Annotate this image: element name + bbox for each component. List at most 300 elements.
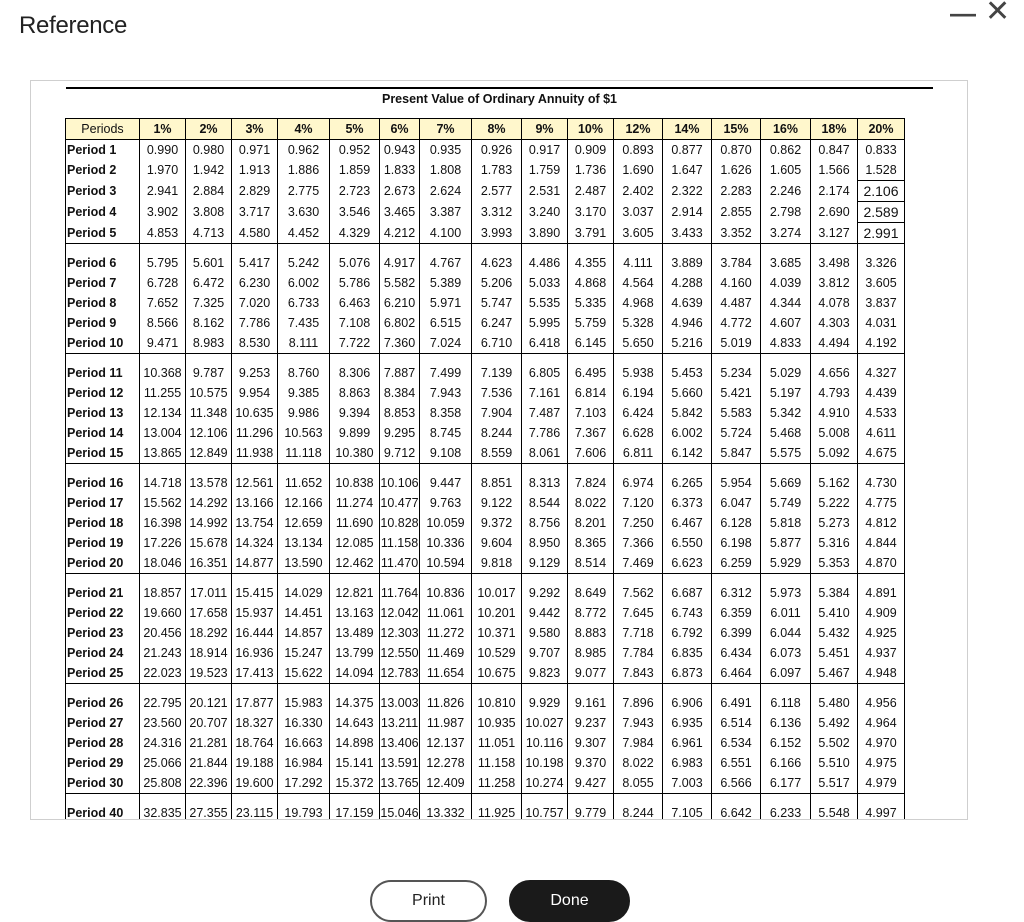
table-cell: 9.161 [568, 693, 614, 713]
table-cell: 5.162 [811, 473, 858, 493]
table-cell: 4.611 [858, 423, 905, 443]
table-cell: 19.600 [232, 773, 278, 794]
table-cell: 1.833 [380, 160, 420, 181]
period-label: Period 3 [66, 181, 140, 202]
table-cell: 4.100 [420, 223, 472, 244]
header-rate: 2% [186, 119, 232, 140]
table-cell: 6.247 [472, 313, 522, 333]
header-rate: 8% [472, 119, 522, 140]
period-label: Period 20 [66, 553, 140, 574]
table-cell: 4.775 [858, 493, 905, 513]
table-cell: 13.591 [380, 753, 420, 773]
table-row [66, 443, 905, 464]
table-cell: 4.925 [858, 623, 905, 643]
table-cell: 6.835 [663, 643, 712, 663]
table-row [66, 603, 905, 623]
table-cell: 6.047 [712, 493, 761, 513]
table-cell: 15.678 [186, 533, 232, 553]
close-icon[interactable]: ✕ [985, 0, 1011, 28]
table-cell: 4.327 [858, 363, 905, 383]
table-cell: 19.188 [232, 753, 278, 773]
table-cell: 13.590 [278, 553, 330, 574]
table-cell: 5.759 [568, 313, 614, 333]
table-cell: 1.970 [140, 160, 186, 181]
table-cell: 23.115 [232, 803, 278, 820]
table-cell: 2.855 [712, 202, 761, 223]
table-cell: 4.452 [278, 223, 330, 244]
table-cell: 10.757 [522, 803, 568, 820]
table-cell: 8.883 [568, 623, 614, 643]
table-cell: 9.307 [568, 733, 614, 753]
table-cell: 3.902 [140, 202, 186, 223]
table-cell: 8.851 [472, 473, 522, 493]
table-cell: 15.372 [330, 773, 380, 794]
table-cell: 3.037 [614, 202, 663, 223]
table-cell: 4.910 [811, 403, 858, 423]
table-cell: 5.216 [663, 333, 712, 354]
table-cell: 12.821 [330, 583, 380, 603]
table-cell: 2.577 [472, 181, 522, 202]
table-cell: 20.456 [140, 623, 186, 643]
table-cell: 9.447 [420, 473, 472, 493]
table-cell: 7.105 [663, 803, 712, 820]
table-cell: 18.914 [186, 643, 232, 663]
table-cell: 7.250 [614, 513, 663, 533]
table-cell: 15.562 [140, 493, 186, 513]
table-cell: 6.550 [663, 533, 712, 553]
table-cell: 10.935 [472, 713, 522, 733]
table-cell: 3.352 [712, 223, 761, 244]
table-cell: 16.330 [278, 713, 330, 733]
period-label: Period 6 [66, 253, 140, 273]
table-cell: 4.160 [712, 273, 761, 293]
table-cell: 4.212 [380, 223, 420, 244]
table-cell: 17.226 [140, 533, 186, 553]
period-label: Period 17 [66, 493, 140, 513]
table-cell: 10.477 [380, 493, 420, 513]
table-cell: 2.402 [614, 181, 663, 202]
table-cell: 14.718 [140, 473, 186, 493]
table-cell: 6.743 [663, 603, 712, 623]
table-cell: 4.192 [858, 333, 905, 354]
table-cell: 5.467 [811, 663, 858, 684]
table-cell: 22.795 [140, 693, 186, 713]
table-cell: 10.563 [278, 423, 330, 443]
table-cell: 3.808 [186, 202, 232, 223]
table-cell: 5.786 [330, 273, 380, 293]
table-cell: 4.870 [858, 553, 905, 574]
table-cell: 4.486 [522, 253, 568, 273]
period-label: Period 1 [66, 140, 140, 161]
table-row [66, 753, 905, 773]
table-cell: 21.844 [186, 753, 232, 773]
table-cell: 8.022 [568, 493, 614, 513]
table-cell: 7.786 [232, 313, 278, 333]
table-cell: 4.844 [858, 533, 905, 553]
table-cell: 7.003 [663, 773, 712, 794]
table-cell: 6.002 [278, 273, 330, 293]
table-cell: 6.805 [522, 363, 568, 383]
table-cell: 5.273 [811, 513, 858, 533]
table-cell: 7.606 [568, 443, 614, 464]
table-cell: 6.687 [663, 583, 712, 603]
header-rate: 16% [761, 119, 811, 140]
period-label: Period 29 [66, 753, 140, 773]
table-cell: 11.158 [472, 753, 522, 773]
table-cell: 13.754 [232, 513, 278, 533]
table-cell: 0.917 [522, 140, 568, 161]
table-row [66, 140, 905, 161]
table-cell: 13.134 [278, 533, 330, 553]
done-button[interactable]: Done [509, 880, 630, 922]
period-label: Period 4 [66, 202, 140, 223]
table-cell: 7.943 [420, 383, 472, 403]
table-row [66, 663, 905, 684]
table-cell: 4.533 [858, 403, 905, 423]
table-cell: 6.044 [761, 623, 811, 643]
table-cell: 6.642 [712, 803, 761, 820]
table-cell: 4.564 [614, 273, 663, 293]
period-label: Period 16 [66, 473, 140, 493]
table-cell: 10.368 [140, 363, 186, 383]
table-cell: 5.973 [761, 583, 811, 603]
table-cell: 6.463 [330, 293, 380, 313]
table-cell: 6.118 [761, 693, 811, 713]
table-cell: 8.111 [278, 333, 330, 354]
table-cell: 4.494 [811, 333, 858, 354]
table-cell: 3.127 [811, 223, 858, 244]
table-cell: 8.514 [568, 553, 614, 574]
table-cell: 15.622 [278, 663, 330, 684]
table-cell: 22.023 [140, 663, 186, 684]
table-cell: 6.434 [712, 643, 761, 663]
table-cell: 9.122 [472, 493, 522, 513]
period-label: Period 28 [66, 733, 140, 753]
table-cell: 4.439 [858, 383, 905, 403]
table-cell: 15.415 [232, 583, 278, 603]
table-cell: 15.046 [380, 803, 420, 820]
table-cell: 5.453 [663, 363, 712, 383]
table-cell: 8.313 [522, 473, 568, 493]
table-cell: 0.877 [663, 140, 712, 161]
table-cell: 4.853 [140, 223, 186, 244]
table-cell: 6.983 [663, 753, 712, 773]
table-row [66, 773, 905, 794]
table-cell: 14.898 [330, 733, 380, 753]
table-cell: 14.094 [330, 663, 380, 684]
table-row [66, 623, 905, 643]
table-cell: 22.396 [186, 773, 232, 794]
table-cell: 9.370 [568, 753, 614, 773]
table-cell: 9.394 [330, 403, 380, 423]
table-cell: 8.201 [568, 513, 614, 533]
table-cell: 12.783 [380, 663, 420, 684]
table-cell: 4.623 [472, 253, 522, 273]
table-cell: 3.837 [858, 293, 905, 313]
group-spacer [66, 684, 905, 694]
table-cell: 17.658 [186, 603, 232, 623]
table-cell: 0.943 [380, 140, 420, 161]
table-cell: 6.136 [761, 713, 811, 733]
table-row [66, 643, 905, 663]
table-cell: 5.234 [712, 363, 761, 383]
table-cell: 11.061 [420, 603, 472, 623]
table-row [66, 803, 905, 820]
table-cell: 14.292 [186, 493, 232, 513]
table-cell: 1.528 [858, 160, 905, 181]
table-cell: 13.003 [380, 693, 420, 713]
table-cell: 10.575 [186, 383, 232, 403]
table-cell: 12.042 [380, 603, 420, 623]
table-cell: 4.078 [811, 293, 858, 313]
table-cell: 7.161 [522, 383, 568, 403]
table-cell: 6.566 [712, 773, 761, 794]
table-cell: 1.647 [663, 160, 712, 181]
table-cell: 13.163 [330, 603, 380, 623]
table-cell: 7.536 [472, 383, 522, 403]
table-cell: 6.210 [380, 293, 420, 313]
table-cell: 7.499 [420, 363, 472, 383]
table-row [66, 423, 905, 443]
table-cell: 32.835 [140, 803, 186, 820]
table-cell: 5.480 [811, 693, 858, 713]
table-cell: 14.992 [186, 513, 232, 533]
table-cell: 5.548 [811, 803, 858, 820]
table-cell: 9.954 [232, 383, 278, 403]
table-cell: 4.946 [663, 313, 712, 333]
period-label: Period 7 [66, 273, 140, 293]
table-cell: 9.372 [472, 513, 522, 533]
table-cell: 7.718 [614, 623, 663, 643]
table-cell: 9.712 [380, 443, 420, 464]
table-cell: 3.630 [278, 202, 330, 223]
table-cell: 7.366 [614, 533, 663, 553]
table-row [66, 533, 905, 553]
table-cell: 5.076 [330, 253, 380, 273]
table-cell: 8.756 [522, 513, 568, 533]
table-cell: 8.530 [232, 333, 278, 354]
table-cell: 7.943 [614, 713, 663, 733]
period-label: Period 22 [66, 603, 140, 623]
table-cell: 7.652 [140, 293, 186, 313]
table-cell: 13.799 [330, 643, 380, 663]
table-cell: 3.605 [858, 273, 905, 293]
print-button[interactable]: Print [370, 880, 487, 922]
table-cell: 15.141 [330, 753, 380, 773]
table-cell: 7.784 [614, 643, 663, 663]
table-cell: 6.359 [712, 603, 761, 623]
table-cell: 11.118 [278, 443, 330, 464]
table-row [66, 223, 905, 244]
table-cell: 4.730 [858, 473, 905, 493]
table-cell: 4.487 [712, 293, 761, 313]
period-label: Period 10 [66, 333, 140, 354]
table-cell: 4.917 [380, 253, 420, 273]
table-cell: 10.116 [522, 733, 568, 753]
table-cell: 15.247 [278, 643, 330, 663]
table-cell: 10.529 [472, 643, 522, 663]
table-cell: 12.278 [420, 753, 472, 773]
table-cell: 1.626 [712, 160, 761, 181]
table-cell: 6.792 [663, 623, 712, 643]
table-cell: 0.847 [811, 140, 858, 161]
minimize-icon[interactable]: — [950, 0, 976, 28]
table-cell: 0.952 [330, 140, 380, 161]
table-cell: 11.296 [232, 423, 278, 443]
table-cell: 14.857 [278, 623, 330, 643]
table-cell: 6.464 [712, 663, 761, 684]
period-label: Period 24 [66, 643, 140, 663]
table-cell: 24.316 [140, 733, 186, 753]
period-label: Period 14 [66, 423, 140, 443]
annuity-table [65, 118, 905, 820]
table-cell: 5.222 [811, 493, 858, 513]
table-cell: 11.258 [472, 773, 522, 794]
header-rate: 15% [712, 119, 761, 140]
table-cell: 5.650 [614, 333, 663, 354]
table-cell: 3.240 [522, 202, 568, 223]
table-cell: 2.487 [568, 181, 614, 202]
table-cell: 6.265 [663, 473, 712, 493]
table-cell: 7.786 [522, 423, 568, 443]
table-cell: 10.371 [472, 623, 522, 643]
table-cell: 14.643 [330, 713, 380, 733]
table-cell: 12.561 [232, 473, 278, 493]
table-cell: 16.351 [186, 553, 232, 574]
table-cell: 5.582 [380, 273, 420, 293]
table-cell: 14.877 [232, 553, 278, 574]
reference-panel [30, 80, 968, 820]
header-rate: 1% [140, 119, 186, 140]
table-cell: 8.244 [472, 423, 522, 443]
header-rate: 7% [420, 119, 472, 140]
period-label: Period 5 [66, 223, 140, 244]
table-cell: 2.723 [330, 181, 380, 202]
table-cell: 7.367 [568, 423, 614, 443]
table-cell: 4.031 [858, 313, 905, 333]
table-cell: 3.433 [663, 223, 712, 244]
table-cell: 5.929 [761, 553, 811, 574]
table-cell: 8.863 [330, 383, 380, 403]
group-spacer [66, 464, 905, 474]
table-cell: 1.886 [278, 160, 330, 181]
table-cell: 8.365 [568, 533, 614, 553]
table-cell: 10.201 [472, 603, 522, 623]
table-cell: 10.828 [380, 513, 420, 533]
table-cell: 7.904 [472, 403, 522, 423]
table-cell: 8.055 [614, 773, 663, 794]
header-rate: 14% [663, 119, 712, 140]
table-cell: 1.913 [232, 160, 278, 181]
table-cell: 14.029 [278, 583, 330, 603]
table-cell: 6.974 [614, 473, 663, 493]
period-label: Period 18 [66, 513, 140, 533]
table-cell: 10.810 [472, 693, 522, 713]
table-cell: 8.544 [522, 493, 568, 513]
table-cell: 9.129 [522, 553, 568, 574]
table-cell: 10.594 [420, 553, 472, 574]
table-row [66, 202, 905, 223]
table-cell: 7.487 [522, 403, 568, 423]
table-cell: 3.791 [568, 223, 614, 244]
table-cell: 6.011 [761, 603, 811, 623]
table-cell: 6.514 [712, 713, 761, 733]
table-cell: 3.717 [232, 202, 278, 223]
table-row [66, 160, 905, 181]
table-cell: 2.991 [858, 223, 905, 244]
table-cell: 17.159 [330, 803, 380, 820]
table-caption: Present Value of Ordinary Annuity of $1 [381, 92, 617, 106]
table-cell: 1.859 [330, 160, 380, 181]
table-cell: 7.887 [380, 363, 420, 383]
table-row [66, 383, 905, 403]
table-cell: 1.783 [472, 160, 522, 181]
table-cell: 14.375 [330, 693, 380, 713]
table-cell: 7.896 [614, 693, 663, 713]
table-cell: 3.605 [614, 223, 663, 244]
table-row [66, 473, 905, 493]
table-cell: 7.824 [568, 473, 614, 493]
header-rate: 5% [330, 119, 380, 140]
table-cell: 3.889 [663, 253, 712, 273]
table-cell: 11.654 [420, 663, 472, 684]
table-cell: 6.534 [712, 733, 761, 753]
table-cell: 18.327 [232, 713, 278, 733]
table-row [66, 553, 905, 574]
table-cell: 11.348 [186, 403, 232, 423]
table-cell: 5.669 [761, 473, 811, 493]
table-cell: 5.492 [811, 713, 858, 733]
table-cell: 4.891 [858, 583, 905, 603]
table-cell: 0.980 [186, 140, 232, 161]
table-cell: 9.471 [140, 333, 186, 354]
group-spacer [66, 354, 905, 364]
table-cell: 5.033 [522, 273, 568, 293]
table-cell: 4.812 [858, 513, 905, 533]
table-cell: 6.814 [568, 383, 614, 403]
table-cell: 11.987 [420, 713, 472, 733]
table-cell: 8.985 [568, 643, 614, 663]
table-cell: 16.398 [140, 513, 186, 533]
table-cell: 2.283 [712, 181, 761, 202]
table-cell: 18.857 [140, 583, 186, 603]
group-spacer [66, 574, 905, 584]
table-cell: 9.442 [522, 603, 568, 623]
table-cell: 7.435 [278, 313, 330, 333]
table-cell: 11.690 [330, 513, 380, 533]
table-cell: 21.281 [186, 733, 232, 753]
table-row [66, 513, 905, 533]
table-cell: 5.575 [761, 443, 811, 464]
table-cell: 10.336 [420, 533, 472, 553]
table-cell: 6.097 [761, 663, 811, 684]
table-cell: 0.909 [568, 140, 614, 161]
table-cell: 6.811 [614, 443, 663, 464]
table-cell: 3.170 [568, 202, 614, 223]
table-cell: 5.583 [712, 403, 761, 423]
table-cell: 0.990 [140, 140, 186, 161]
table-cell: 17.413 [232, 663, 278, 684]
table-cell: 0.926 [472, 140, 522, 161]
table-cell: 10.274 [522, 773, 568, 794]
table-cell: 5.818 [761, 513, 811, 533]
table-cell: 4.675 [858, 443, 905, 464]
table-row [66, 181, 905, 202]
table-cell: 11.469 [420, 643, 472, 663]
table-cell: 25.066 [140, 753, 186, 773]
table-cell: 6.551 [712, 753, 761, 773]
table-cell: 10.027 [522, 713, 568, 733]
